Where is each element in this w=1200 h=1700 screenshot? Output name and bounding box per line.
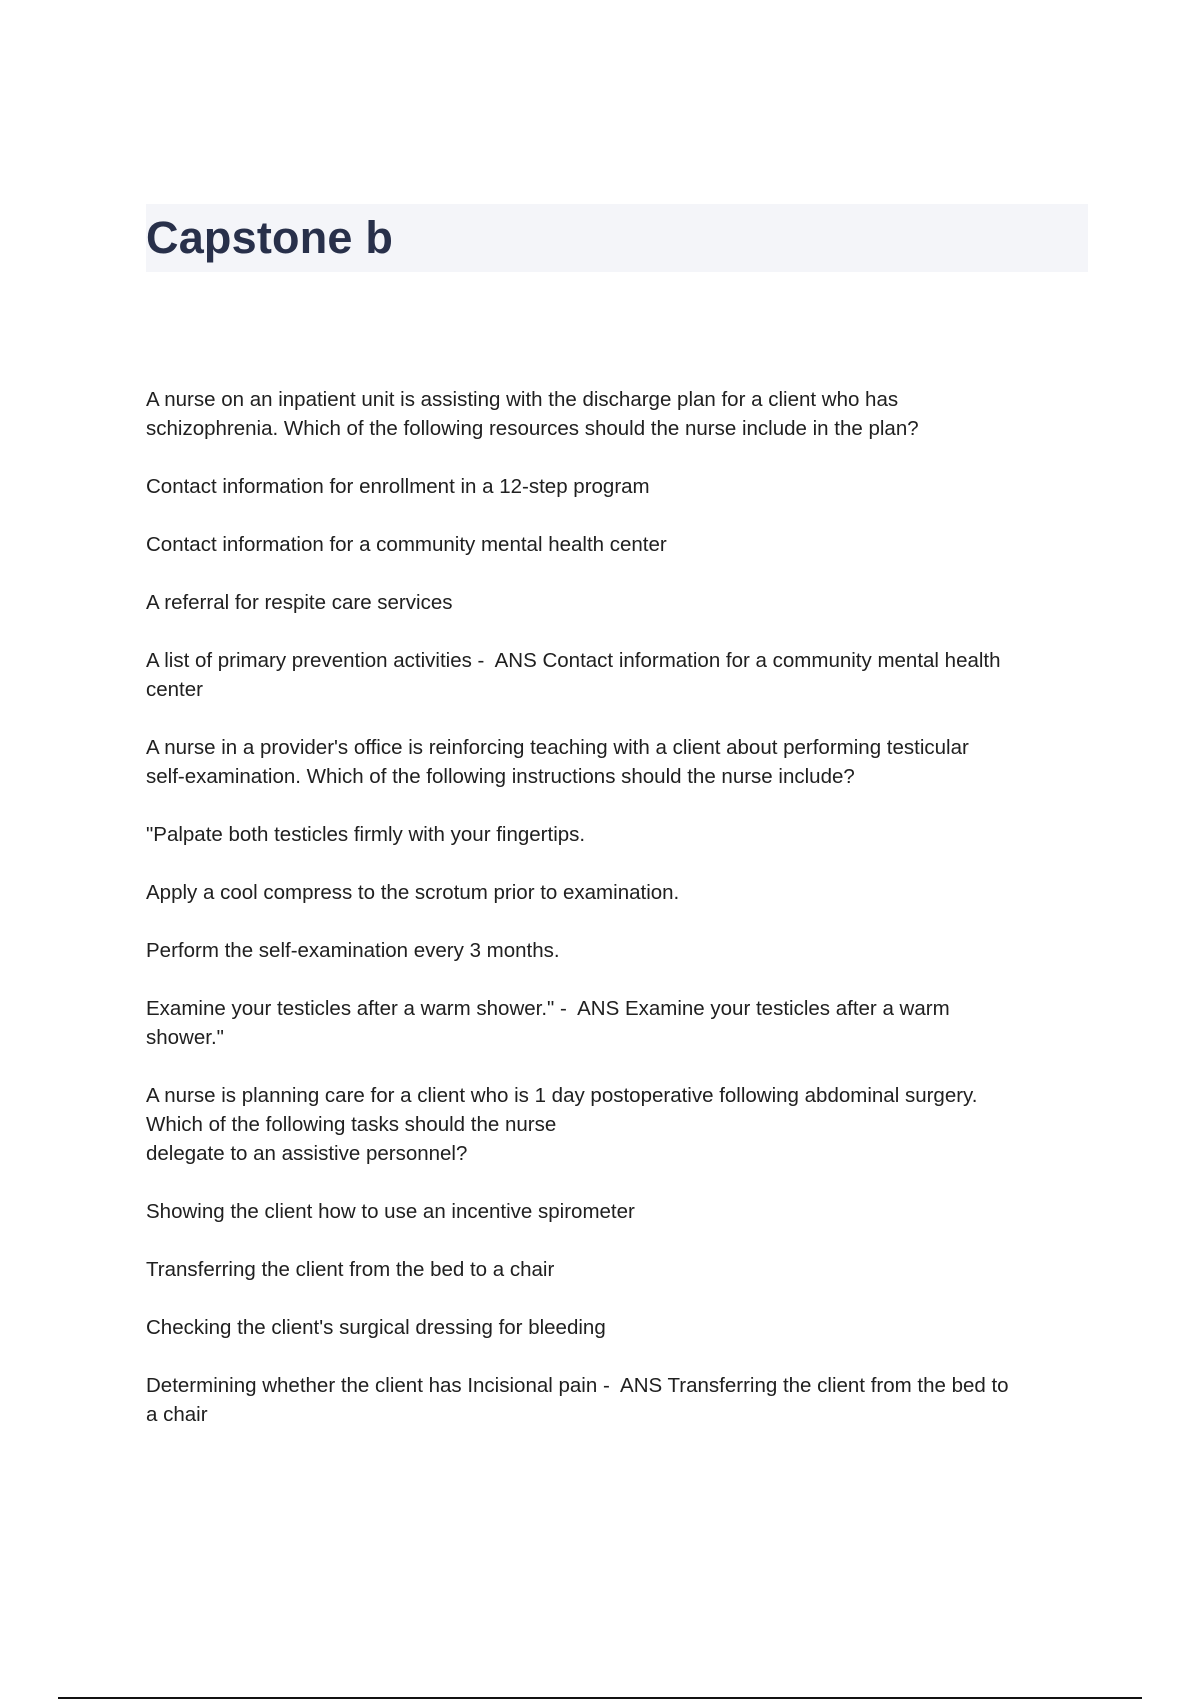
question-3-option-1: Showing the client how to use an incentive spirometer [146, 1200, 635, 1223]
document-body [146, 385, 1086, 1458]
question-2-option-1: "Palpate both testicles firmly with your fingertips. [146, 823, 586, 846]
question-3-option-2: Transferring the client from the bed to a chair [146, 1258, 555, 1281]
question-3-option-3: Checking the client's surgical dressing for bleeding [146, 1316, 606, 1339]
question-2-stem: A nurse in a provider's office is reinforcing teaching with a client about performing testicular self-examination. Which of the following instructions should the nurse include? [146, 736, 969, 788]
question-2-option-4-answer: Examine your testicles after a warm shower." - ANS Examine your testicles after a warm shower." [146, 997, 950, 1049]
question-3-option-4-answer: Determining whether the client has Incisional pain - ANS Transferring the client from the bed to a chair [146, 1374, 1009, 1426]
question-1-option-1: Contact information for enrollment in a 12-step program [146, 475, 650, 498]
question-1-option-4-answer: A list of primary prevention activities - ANS Contact information for a community mental health center [146, 649, 1001, 701]
footer-rule [58, 1697, 1142, 1699]
title-band [146, 204, 1088, 272]
question-1-option-3: A referral for respite care services [146, 591, 453, 614]
question-1-stem: A nurse on an inpatient unit is assisting with the discharge plan for a client who has schizophrenia. Which of the following resources should the nurse include in the plan? [146, 388, 919, 440]
question-2-option-2: Apply a cool compress to the scrotum prior to examination. [146, 881, 680, 904]
document-title: Capstone b [146, 211, 394, 263]
question-1-option-2: Contact information for a community mental health center [146, 533, 667, 556]
question-3-stem: A nurse is planning care for a client who is 1 day postoperative following abdominal surgery. Which of the following tasks should the nurse delegate to an assistive personnel? [146, 1084, 978, 1165]
question-2-option-3: Perform the self-examination every 3 months. [146, 939, 560, 962]
